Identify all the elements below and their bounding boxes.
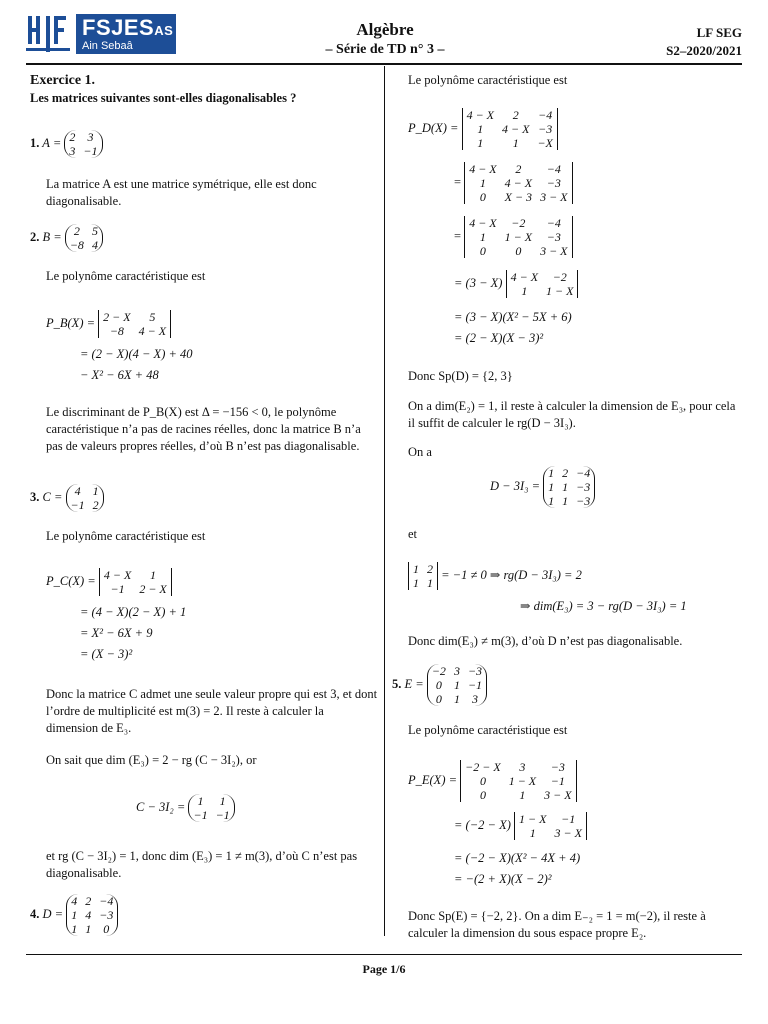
matrix-cell: −2 − X: [465, 760, 501, 774]
item-3-text-3: et rg (C − 3I₂) = 1, donc dim (E₃) = 1 ≠ m(3), d’où C n’est pas diagonalisable.: [46, 849, 358, 880]
matrix-cell: −4: [546, 216, 561, 230]
item-4-intro: Le polynôme caractéristique est: [408, 73, 568, 87]
matrix-cell: −1: [70, 498, 85, 512]
matrix-cell: −1: [561, 812, 576, 826]
matrix-cell: −4: [546, 162, 561, 176]
matrix-cell: −3: [99, 908, 114, 922]
item-3-number: 3.: [30, 489, 40, 504]
matrix-cell: 4 − X: [103, 568, 132, 582]
matrix-cell: 4 − X: [466, 108, 494, 122]
matrix-cell: 1: [529, 826, 536, 840]
matrix-cell: −2: [431, 664, 446, 678]
matrix-cell: 2 − X: [103, 310, 131, 324]
matrix-cell: 1: [477, 122, 484, 136]
matrix-cell: 2 − X: [139, 582, 167, 596]
matrix-cell: 3: [453, 664, 460, 678]
item-3-intro: Le polynôme caractéristique est: [46, 529, 206, 543]
matrix-a: [64, 130, 102, 158]
determinant-rank-line: [408, 562, 582, 590]
poly-d-l4-prefix: = (3 − X): [454, 275, 503, 290]
matrix-cell: 5: [149, 310, 156, 324]
poly-e-line-2: [454, 812, 587, 840]
matrix-cell: 0: [479, 190, 486, 204]
matrix-cell: 3 − X: [554, 826, 582, 840]
matrix-cell: 3 − X: [540, 244, 568, 258]
matrix-cell: 1: [548, 480, 555, 494]
determinant-c: [99, 568, 172, 596]
item-2-poly-line-1: [46, 310, 171, 338]
item-4-number: 4.: [30, 906, 40, 921]
matrix-cell: 4: [91, 238, 98, 252]
matrix-d-lhs: D =: [42, 906, 64, 921]
matrix-c-minus-3i: [188, 794, 234, 822]
matrix-cell: 1 − X: [546, 284, 574, 298]
matrix-cell: −X: [537, 136, 553, 150]
matrix-cell: 1: [413, 576, 419, 590]
matrix-cell: 1 − X: [508, 774, 537, 788]
determinant-d-2: [464, 162, 572, 204]
logo-subtitle: Ain Sebaâ: [82, 40, 133, 52]
matrix-cell: 4 − X: [469, 162, 497, 176]
level-label: LF SEG: [696, 25, 742, 40]
item-2-text: Le discriminant de P_B(X) est Δ = −156 < 0, le polynôme caractéristique n’a pas de racines réelles, donc la matrice B n’a pas de valeurs propres réelles, d’où B n’est pas diagonalisable.: [46, 405, 361, 453]
matrix-b: [65, 224, 103, 252]
matrix-cell: −2: [511, 216, 526, 230]
matrix-cell: −3: [576, 480, 591, 494]
matrix-cell: 3: [87, 130, 94, 144]
item-4-expression: [30, 894, 118, 936]
matrix-cell: X − 3: [504, 190, 533, 204]
matrix-cell: −8: [109, 324, 124, 338]
matrix-cell: 3 − X: [544, 788, 572, 802]
matrix-cell: 0: [103, 922, 110, 936]
footer-rule: [26, 954, 742, 955]
matrix-cell: 1: [453, 678, 460, 692]
logo-suffix: AS: [154, 23, 174, 38]
matrix-cell: 1: [548, 466, 555, 480]
logo-title: FSJES: [82, 15, 155, 40]
matrix-cell: 1: [71, 908, 78, 922]
matrix-e: [427, 664, 487, 706]
poly-d-line-6: = (2 − X)(X − 3)²: [454, 331, 544, 345]
item-1-text: La matrice A est une matrice symétrique, elle est donc diagonalisable.: [46, 177, 317, 208]
matrix-cell: 4 − X: [510, 270, 539, 284]
page-header: [0, 0, 768, 64]
matrix-cell: −3: [576, 494, 591, 508]
matrix-cell: −4: [538, 108, 553, 122]
determinant-2x2: [408, 562, 438, 590]
d-minus-3i-expression: [490, 466, 595, 508]
matrix-cell: 1: [479, 230, 486, 244]
matrix-cell: −3: [467, 664, 483, 678]
university-emblem-icon: [26, 14, 70, 54]
spectrum-d: Donc Sp(D) = {2, 3}: [408, 369, 513, 383]
matrix-cell: 1: [150, 568, 157, 582]
poly-d-line-2: = 4 − X 2 −4 1 4 − X −3 0 X − 3 3 − X: [454, 162, 573, 204]
header-title-block: [270, 20, 500, 58]
item-1-expression: [30, 130, 103, 158]
matrix-cell: −1: [193, 808, 208, 822]
matrix-cell: 1: [453, 692, 460, 706]
series-title: – Série de TD n° 3 –: [325, 42, 445, 57]
column-separator: [384, 66, 385, 936]
on-a-label: On a: [408, 445, 432, 459]
matrix-cell: 1: [562, 480, 569, 494]
matrix-cell: 1: [519, 788, 526, 802]
item-1-number: 1.: [30, 135, 40, 150]
matrix-cell: 0: [515, 244, 522, 258]
matrix-cell: 2: [512, 108, 519, 122]
matrix-cell: 4 − X: [502, 122, 530, 136]
item-3-poly-line-2: = (4 − X)(2 − X) + 1: [80, 605, 187, 619]
item-3-poly-line-3: = X² − 6X + 9: [80, 626, 153, 640]
poly-e-line-3: = (−2 − X)(X² − 4X + 4): [454, 851, 581, 865]
item-3-poly-line-4: = (X − 3)²: [80, 647, 133, 661]
matrix-cell: −1: [467, 678, 483, 692]
header-meta: [666, 24, 742, 60]
matrix-cell: 3 − X: [540, 190, 568, 204]
matrix-cell: −4: [99, 894, 114, 908]
matrix-cell: −1: [215, 808, 230, 822]
poly-e-line-4: = −(2 + X)(X − 2)²: [454, 872, 552, 886]
matrix-cell: 3: [519, 760, 526, 774]
matrix-cell: 4 − X: [504, 176, 533, 190]
matrix-cell: 1 − X: [504, 230, 533, 244]
matrix-cell: 4: [85, 908, 92, 922]
determinant-b: [98, 310, 171, 338]
matrix-cell: 1: [548, 494, 555, 508]
matrix-cell: 4: [71, 894, 78, 908]
matrix-c: [66, 484, 104, 512]
course-title: Algèbre: [356, 20, 414, 39]
header-rule: [26, 63, 742, 65]
matrix-cell: 2: [515, 162, 522, 176]
poly-e-l2-prefix: = (−2 − X): [454, 817, 511, 832]
dim-e3-line: ⇒ dim(E₃) = 3 − rg(D − 3I₃) = 1: [520, 599, 687, 613]
poly-e-lhs: P_E(X) =: [408, 772, 458, 787]
item-5-intro: Le polynôme caractéristique est: [408, 723, 568, 737]
matrix-cell: −3: [546, 176, 561, 190]
item-3-expression: [30, 484, 104, 512]
matrix-cell: 0: [479, 788, 486, 802]
matrix-d: [66, 894, 118, 936]
matrix-c-lhs: C =: [42, 489, 63, 504]
matrix-cell: 1: [71, 922, 78, 936]
logo-wordmark: [76, 14, 176, 54]
poly-d-line-4: [454, 270, 578, 298]
matrix-cell: 1: [477, 136, 484, 150]
matrix-cell: 2: [92, 498, 99, 512]
item-3-c3-expression: [136, 794, 235, 822]
matrix-cell: 1: [219, 794, 226, 808]
determinant-result: = −1 ≠ 0 ⇒ rg(D − 3I₃) = 2: [441, 567, 582, 582]
item-3-text-1: Donc la matrice C admet une seule valeur propre qui est 3, et dont l’ordre de multiplicité est m(3) = 2. Il reste à calculer la dimension de E₃.: [46, 687, 378, 735]
matrix-cell: −1: [550, 774, 565, 788]
dim-e2-text: On a dim(E₂) = 1, il reste à calculer la dimension de E₃, pour cela il suffit de calculer le rg(D − 3I₃).: [408, 399, 736, 430]
matrix-cell: 1: [92, 484, 99, 498]
determinant-d-1: [462, 108, 558, 150]
matrix-cell: 5: [91, 224, 98, 238]
item-2-expression: [30, 224, 103, 252]
matrix-cell: 2: [69, 130, 76, 144]
page-number: Page 1/6: [362, 962, 406, 976]
matrix-cell: 1: [521, 284, 528, 298]
matrix-cell: −8: [69, 238, 84, 252]
poly-b-lhs: P_B(X) =: [46, 315, 96, 330]
matrix-cell: 0: [479, 774, 486, 788]
matrix-cell: 2: [562, 466, 569, 480]
matrix-cell: 0: [435, 692, 442, 706]
matrix-cell: 3: [471, 692, 478, 706]
matrix-cell: 4 − X: [138, 324, 167, 338]
matrix-a-lhs: A =: [42, 135, 62, 150]
matrix-cell: −2: [552, 270, 567, 284]
exercise-title: Exercice 1.: [30, 73, 96, 88]
matrix-d-minus-3i: [543, 466, 595, 508]
conclusion-d: Donc dim(E₃) ≠ m(3), d’où D n’est pas diagonalisable.: [408, 634, 683, 648]
semester-label: S2–2020/2021: [666, 43, 742, 58]
item-2-poly-line-2: = (2 − X)(4 − X) + 40: [80, 347, 193, 361]
d3-lhs: D − 3I₃ =: [490, 478, 541, 493]
matrix-b-lhs: B =: [42, 229, 62, 244]
matrix-cell: 1: [427, 576, 433, 590]
matrix-cell: −3: [550, 760, 565, 774]
matrix-cell: 1 − X: [519, 812, 547, 826]
matrix-cell: 0: [479, 244, 486, 258]
determinant-d-3: [464, 216, 572, 258]
faculty-logo: [26, 14, 176, 54]
item-2-poly-line-3: − X² − 6X + 48: [80, 368, 159, 382]
matrix-cell: −3: [538, 122, 553, 136]
matrix-cell: −1: [83, 144, 98, 158]
determinant-d-4: [506, 270, 579, 298]
matrix-cell: 2: [85, 894, 92, 908]
matrix-cell: −4: [576, 466, 591, 480]
matrix-cell: −1: [110, 582, 125, 596]
poly-d-line-3: = 4 − X −2 −4 1 1 − X −3 0 0 3 − X: [454, 216, 573, 258]
determinant-e-2: [514, 812, 587, 840]
matrix-cell: 1: [413, 562, 419, 576]
item-3-poly-line-1: [46, 568, 172, 596]
c3-lhs: C − 3I₂ =: [136, 799, 186, 814]
item-2-intro: Le polynôme caractéristique est: [46, 269, 206, 283]
poly-d-line-5: = (3 − X)(X² − 5X + 6): [454, 310, 572, 324]
matrix-cell: 0: [435, 678, 442, 692]
spectrum-e: Donc Sp(E) = {−2, 2}. On a dim E₋₂ = 1 = m(−2), il reste à calculer la dimension du sous espace propre E₂.: [408, 909, 706, 940]
item-5-number: 5.: [392, 676, 402, 691]
exercise-question: Les matrices suivantes sont-elles diagonalisables ?: [30, 91, 297, 105]
matrix-cell: 1: [479, 176, 486, 190]
matrix-cell: 2: [427, 562, 433, 576]
matrix-cell: 4 − X: [469, 216, 497, 230]
item-3-text-2: On sait que dim (E₃) = 2 − rg (C − 3I₂), or: [46, 753, 257, 767]
item-5-expression: [392, 664, 487, 706]
et-label: et: [408, 527, 418, 541]
matrix-cell: 1: [512, 136, 519, 150]
poly-d-lhs: P_D(X) =: [408, 120, 459, 135]
matrix-e-lhs: E =: [404, 676, 424, 691]
matrix-cell: 1: [562, 494, 569, 508]
matrix-cell: 2: [73, 224, 80, 238]
poly-e-line-1: [408, 760, 577, 802]
poly-c-lhs: P_C(X) =: [46, 573, 96, 588]
poly-d-line-1: [408, 108, 558, 150]
matrix-cell: 4: [74, 484, 81, 498]
item-2-number: 2.: [30, 229, 40, 244]
matrix-cell: 1: [85, 922, 92, 936]
matrix-cell: −3: [546, 230, 561, 244]
determinant-e-1: [460, 760, 576, 802]
matrix-cell: 3: [69, 144, 76, 158]
matrix-cell: 1: [197, 794, 204, 808]
